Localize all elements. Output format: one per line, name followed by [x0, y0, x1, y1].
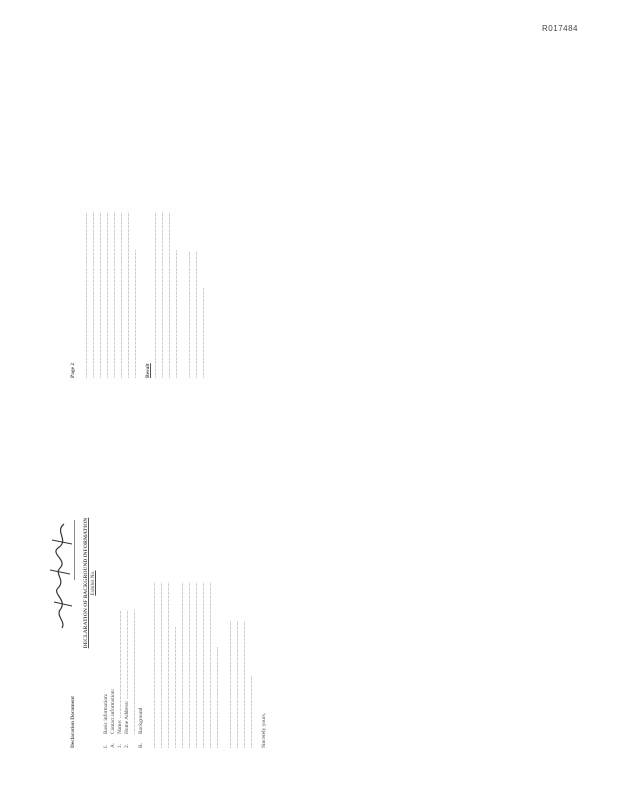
result-line: ........................................................................................................................... [166, 212, 172, 378]
section-item [110, 418, 117, 748]
paragraph-line: ........................................................................... [214, 646, 220, 748]
signature-lines [186, 48, 207, 378]
signature-block-line: .............................................................................................. [186, 251, 192, 378]
section-text: Background [138, 707, 144, 734]
footer-lines [227, 418, 255, 748]
result-heading: Result [145, 363, 151, 378]
right-header: Page 2 [70, 362, 76, 378]
signature-block-line: .............................................................................................. [193, 251, 199, 378]
paragraph-line: .......................................................................................... [172, 626, 178, 748]
left-column [70, 418, 550, 748]
document-id: R017484 [542, 24, 578, 33]
section-item [103, 418, 110, 748]
result-line: ........................................................................................................................... [152, 212, 158, 378]
signature-block-line: ................................................................... [200, 287, 206, 378]
section-text: Name: ................................................................................ [117, 610, 123, 734]
paragraph-line: ........................................................................................................................... [186, 582, 192, 748]
paragraph-line: ........................................................................................................................... [83, 212, 89, 378]
section-list [103, 418, 145, 748]
document-subtitle: Exhibit No. [90, 570, 96, 596]
left-header: Declaration Document [70, 696, 76, 748]
section-label: I. [103, 744, 109, 748]
right-column [70, 48, 550, 378]
result-line: ............................................................................................... [173, 249, 179, 378]
paragraph-line: ........................................................................................................................... [97, 212, 103, 378]
section-item [117, 418, 124, 748]
paragraph-line: ............................................................................................... [132, 249, 138, 378]
footer-line: .............................................................................................. [234, 621, 240, 748]
footer-line: .............................................................................................. [227, 621, 233, 748]
paragraph-line: ........................................................................................................................... [193, 582, 199, 748]
closing-text: Sincerely yours, [261, 712, 267, 748]
paragraph-line: ........................................................................................................................... [207, 582, 213, 748]
result-lines [152, 48, 180, 378]
result-line: ........................................................................................................................... [159, 212, 165, 378]
section-text: ............................................................................................ [131, 610, 137, 734]
section-text: Basic information: [103, 693, 109, 734]
paragraph-line: ........................................................................................................................... [104, 212, 110, 378]
paragraph-line: ........................................................................................................................... [118, 212, 124, 378]
section-label: 1. [117, 743, 123, 748]
paragraph-line: ........................................................................................................................... [151, 582, 157, 748]
section-label: 2. [124, 743, 130, 748]
right-paragraphs [83, 48, 139, 378]
paragraph-line: ........................................................................................................................... [90, 212, 96, 378]
section-item [124, 418, 131, 748]
footer-line: .............................................................................................. [241, 621, 247, 748]
paragraph-line: ........................................................................................................................... [158, 582, 164, 748]
section-label: A. [110, 742, 116, 748]
section-item [131, 418, 138, 748]
paragraph-line: ........................................................................................................................... [200, 582, 206, 748]
section-label: B. [138, 743, 144, 748]
section-item [138, 418, 145, 748]
section-text: Contact information: [110, 688, 116, 734]
rotated-page-content [70, 48, 550, 748]
document-title: DECLARATION OF BACKGROUND INFORMATION [83, 517, 89, 649]
paragraph-line: ........................................................................................................................... [111, 212, 117, 378]
background-paragraphs [151, 418, 221, 748]
section-text: Home Address: .................................................................. [124, 610, 130, 734]
paragraph-line: ........................................................................................................................... [179, 582, 185, 748]
paragraph-line: ........................................................................................................................... [165, 582, 171, 748]
footer-line: ...................................................... [248, 675, 254, 748]
paragraph-line: ........................................................................................................................... [125, 212, 131, 378]
